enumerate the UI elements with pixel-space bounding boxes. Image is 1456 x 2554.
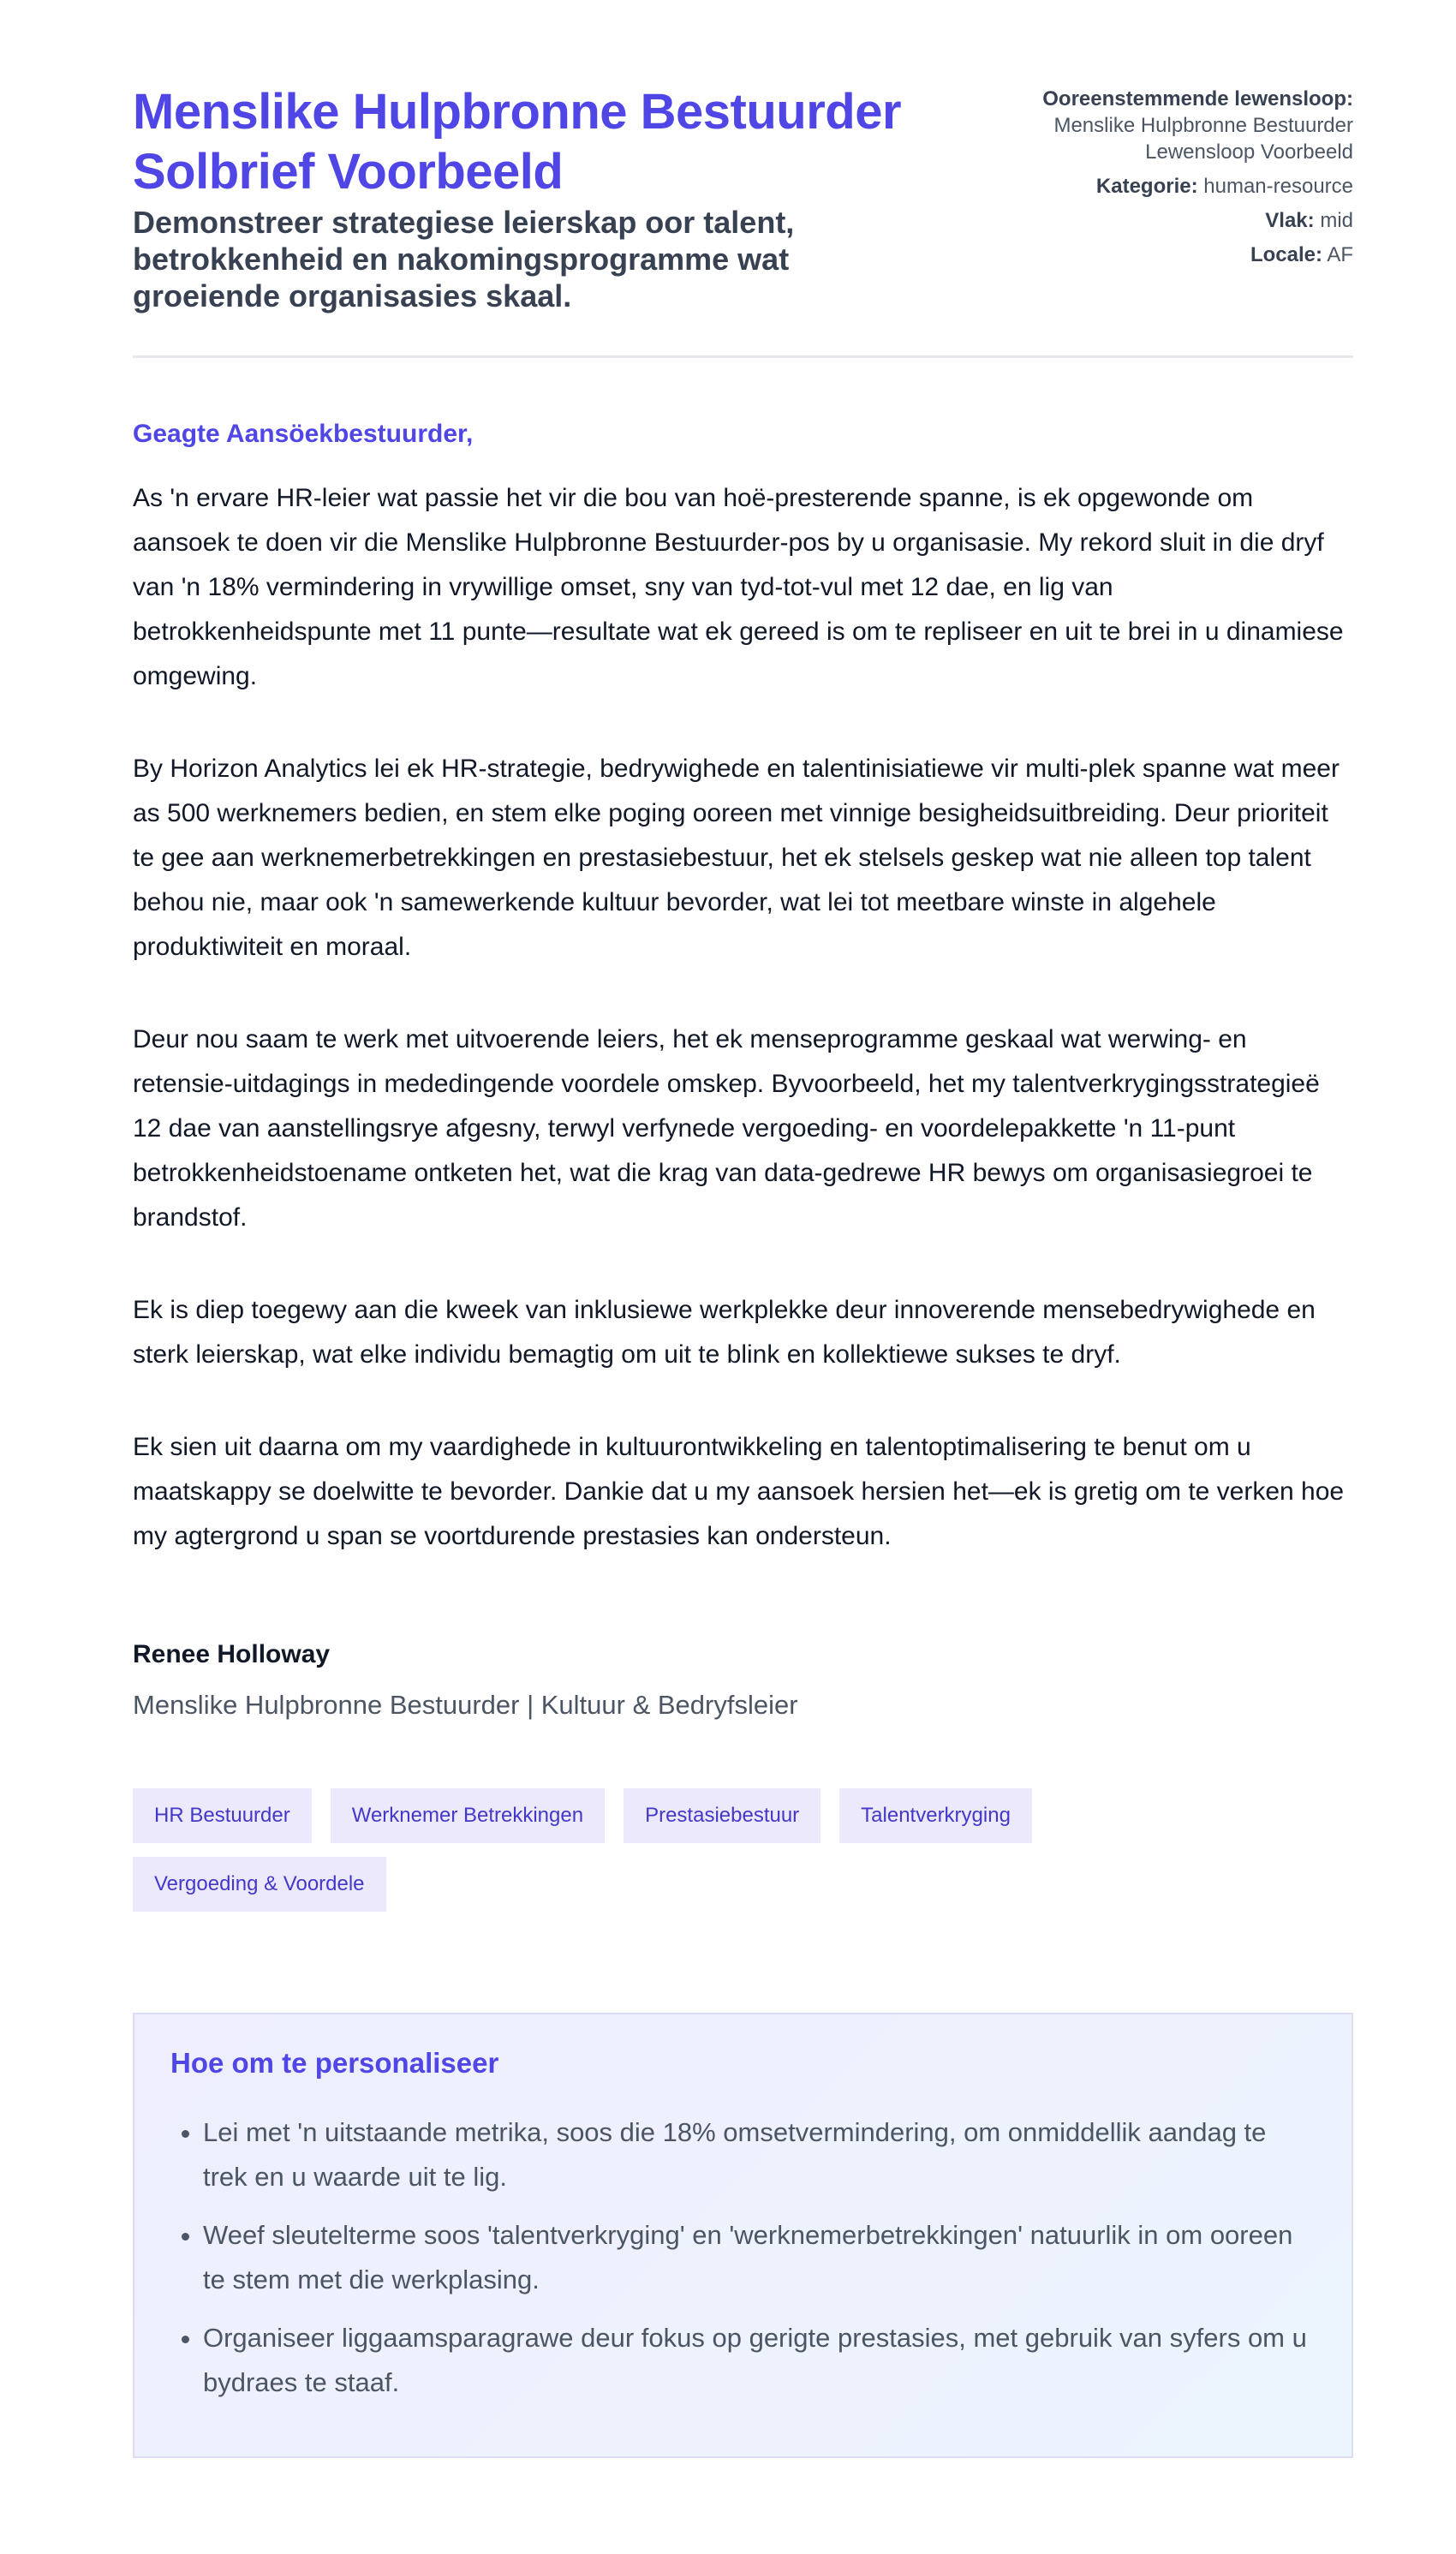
- page-header: [133, 82, 1353, 358]
- meta-lifecycle: [1011, 86, 1353, 165]
- meta-category-label: Kategorie:: [1095, 175, 1198, 198]
- signature-block: [133, 1638, 1353, 1723]
- meta-locale: [1011, 242, 1353, 268]
- meta-locale-value: AF: [1327, 243, 1353, 266]
- tag[interactable]: Talentverkryging: [839, 1788, 1032, 1843]
- meta-lifecycle-label: Ooreenstemmende lewensloop:: [1042, 87, 1353, 110]
- tip-item: • Lei met 'n uitstaande metrika, soos die 18% omsetvermindering, om onmiddellik aandag te trek en u waarde uit te lig.: [203, 2110, 1317, 2199]
- meta-info: [1011, 82, 1353, 276]
- tag[interactable]: HR Bestuurder: [133, 1788, 312, 1843]
- meta-lifecycle-link[interactable]: Menslike Hulpbronne Bestuurder Lewensloop Voorbeeld: [1053, 114, 1353, 164]
- tips-list: [170, 2110, 1317, 2405]
- meta-level-value: mid: [1320, 209, 1353, 232]
- tip-item: • Weef sleutelterme soos 'talentverkryging' en 'werknemerbetrekkingen' natuurlik in om ooreen te stem met die werkplasing.: [203, 2213, 1317, 2302]
- meta-level-label: Vlak:: [1265, 209, 1315, 232]
- tip-item: • Organiseer liggaamsparagrawe deur fokus op gerigte prestasies, met gebruik van syfers om u bydraes te staaf.: [203, 2316, 1317, 2405]
- page-title: Menslike Hulpbronne Bestuurder Solbrief Voorbeeld: [133, 84, 902, 200]
- salutation: Geagte Aansöekbestuurder,: [133, 420, 474, 448]
- letter-body: [133, 420, 1353, 1559]
- meta-level: [1011, 207, 1353, 234]
- letter-paragraph: Ek is diep toegewy aan die kweek van inklusiewe werkplekke deur innoverende mensebedrywighede en sterk leierskap, wat elke individu bemagtig om uit te blink en kollektiewe sukses te dryf.: [133, 1296, 1316, 1369]
- personalize-tips-box: [133, 2013, 1353, 2458]
- tag[interactable]: Vergoeding & Voordele: [133, 1857, 386, 1912]
- tag[interactable]: Prestasiebestuur: [624, 1788, 820, 1843]
- signature-title: Menslike Hulpbronne Bestuurder | Kultuur & Bedryfsleier: [133, 1690, 798, 1720]
- meta-category: [1011, 173, 1353, 200]
- letter-paragraph: Ek sien uit daarna om my vaardighede in kultuurontwikkeling en talentoptimalisering te benut om u maatskappy se doelwitte te bevorder. Dankie dat u my aansoek hersien het—ek is gretig om te verken hoe my agtergrond u span se voortdurende prestasies kan ondersteun.: [133, 1433, 1345, 1550]
- letter-paragraph: By Horizon Analytics lei ek HR-strategie, bedrywighede en talentinisiatiewe vir multi-plek spanne wat meer as 500 werknemers bedien, en stem elke poging ooreen met vinnige besigheidsuitbreiding. Deur prioriteit te gee aan werknemerbetrekkingen en prestasiebestuur, het ek stelsels geskep wat nie alleen top talent behou nie, maar ook 'n samewerkende kultuur bevorder, wat lei tot meetbare winste in algehele produktiwiteit en moraal.: [133, 755, 1340, 961]
- meta-locale-label: Locale:: [1250, 243, 1322, 266]
- meta-category-value: human-resource: [1203, 175, 1353, 198]
- cover-letter-page: [133, 0, 1353, 2458]
- page-subtitle: Demonstreer strategiese leierskap oor talent, betrokkenheid en nakomingsprogramme wat groeiende organisasies skaal.: [133, 205, 795, 313]
- letter-paragraph: As 'n ervare HR-leier wat passie het vir die bou van hoë-presterende spanne, is ek opgewonde om aansoek te doen vir die Menslike Hulpbronne Bestuurder-pos by u organisasie. My rekord sluit in die dryf van 'n 18% vermindering in vrywillige omset, sny van tyd-tot-vul met 12 dae, en lig van betrokkenheidspunte met 11 punte—resultate wat ek gereed is om te repliseer en uit te brei in u dinamiese omgewing.: [133, 484, 1344, 690]
- letter-paragraph: Deur nou saam te werk met uitvoerende leiers, het ek menseprogramme geskaal wat werwing- en retensie-uitdagings in mededingende voordele omskep. Byvoorbeeld, het my talentverkrygingsstrategieë 12 dae van aanstellingsrye afgesny, terwyl verfynede vergoeding- en voordelepakkette 'n 11-punt betrokkenheidstoename ontketen het, wat die krag van data-gedrewe HR bewys om organisasiegroei te brandstof.: [133, 1025, 1320, 1232]
- signature-name: Renee Holloway: [133, 1640, 331, 1668]
- tips-title: Hoe om te personaliseer: [170, 2047, 499, 2079]
- tag-list: [133, 1788, 1161, 1912]
- tag[interactable]: Werknemer Betrekkingen: [331, 1788, 605, 1843]
- header-titles: [133, 82, 921, 314]
